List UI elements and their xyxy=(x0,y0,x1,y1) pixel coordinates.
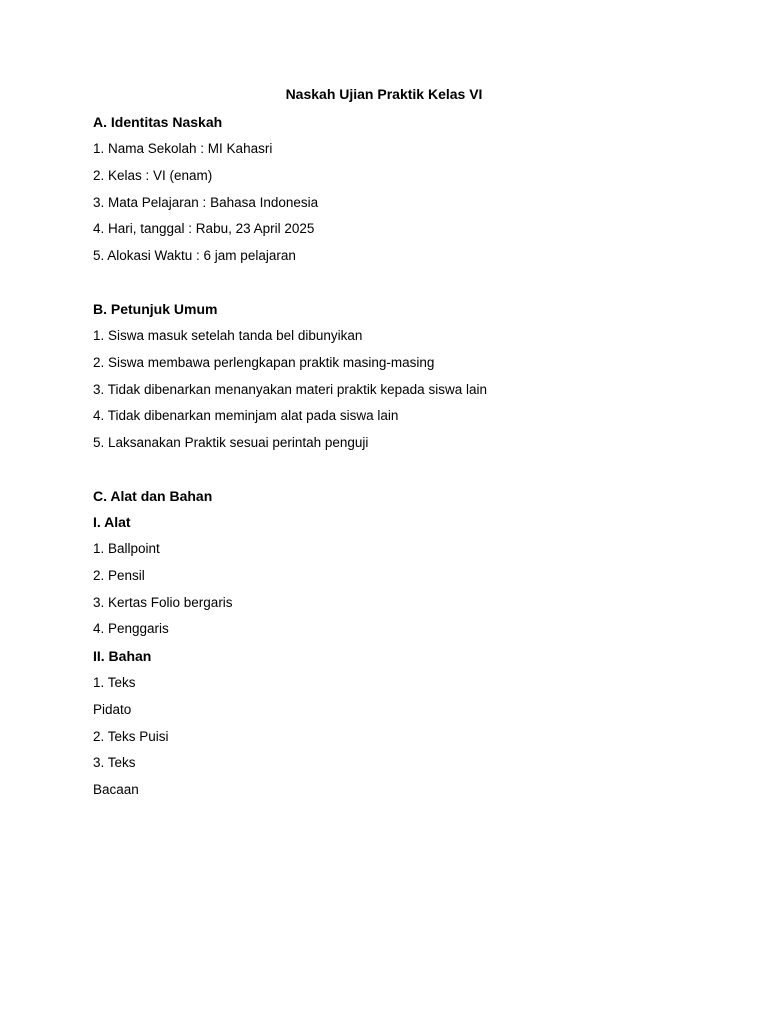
bahan-heading: II. Bahan xyxy=(93,648,152,664)
alat-item: 3. Kertas Folio bergaris xyxy=(93,595,233,610)
section-a-item: 5. Alokasi Waktu : 6 jam pelajaran xyxy=(93,248,296,263)
bahan-item: Pidato xyxy=(93,702,132,717)
section-b-heading: B. Petunjuk Umum xyxy=(93,301,218,317)
section-a-item: 3. Mata Pelajaran : Bahasa Indonesia xyxy=(93,195,319,210)
bahan-item: 3. Teks xyxy=(93,755,136,770)
section-b-item: 4. Tidak dibenarkan meminjam alat pada siswa lain xyxy=(93,408,399,423)
alat-item: 1. Ballpoint xyxy=(93,541,160,556)
bahan-item: 1. Teks xyxy=(93,675,136,690)
section-a-item: 2. Kelas : VI (enam) xyxy=(93,168,213,183)
bahan-item: 2. Teks Puisi xyxy=(93,729,169,744)
section-b-item: 3. Tidak dibenarkan menanyakan materi praktik kepada siswa lain xyxy=(93,382,487,397)
document-title: Naskah Ujian Praktik Kelas VI xyxy=(285,86,483,102)
alat-item: 2. Pensil xyxy=(93,568,145,583)
section-b-item: 2. Siswa membawa perlengkapan praktik masing-masing xyxy=(93,355,435,370)
section-a-heading: A. Identitas Naskah xyxy=(93,114,223,130)
section-b-item: 1. Siswa masuk setelah tanda bel dibunyikan xyxy=(93,328,363,343)
alat-item: 4. Penggaris xyxy=(93,621,169,636)
bahan-item: Bacaan xyxy=(93,782,139,797)
alat-heading: I. Alat xyxy=(93,514,131,530)
section-a-item: 1. Nama Sekolah : MI Kahasri xyxy=(93,141,273,156)
section-a-item: 4. Hari, tanggal : Rabu, 23 April 2025 xyxy=(93,221,315,236)
section-c-heading: C. Alat dan Bahan xyxy=(93,488,213,504)
section-b-item: 5. Laksanakan Praktik sesuai perintah penguji xyxy=(93,435,369,450)
